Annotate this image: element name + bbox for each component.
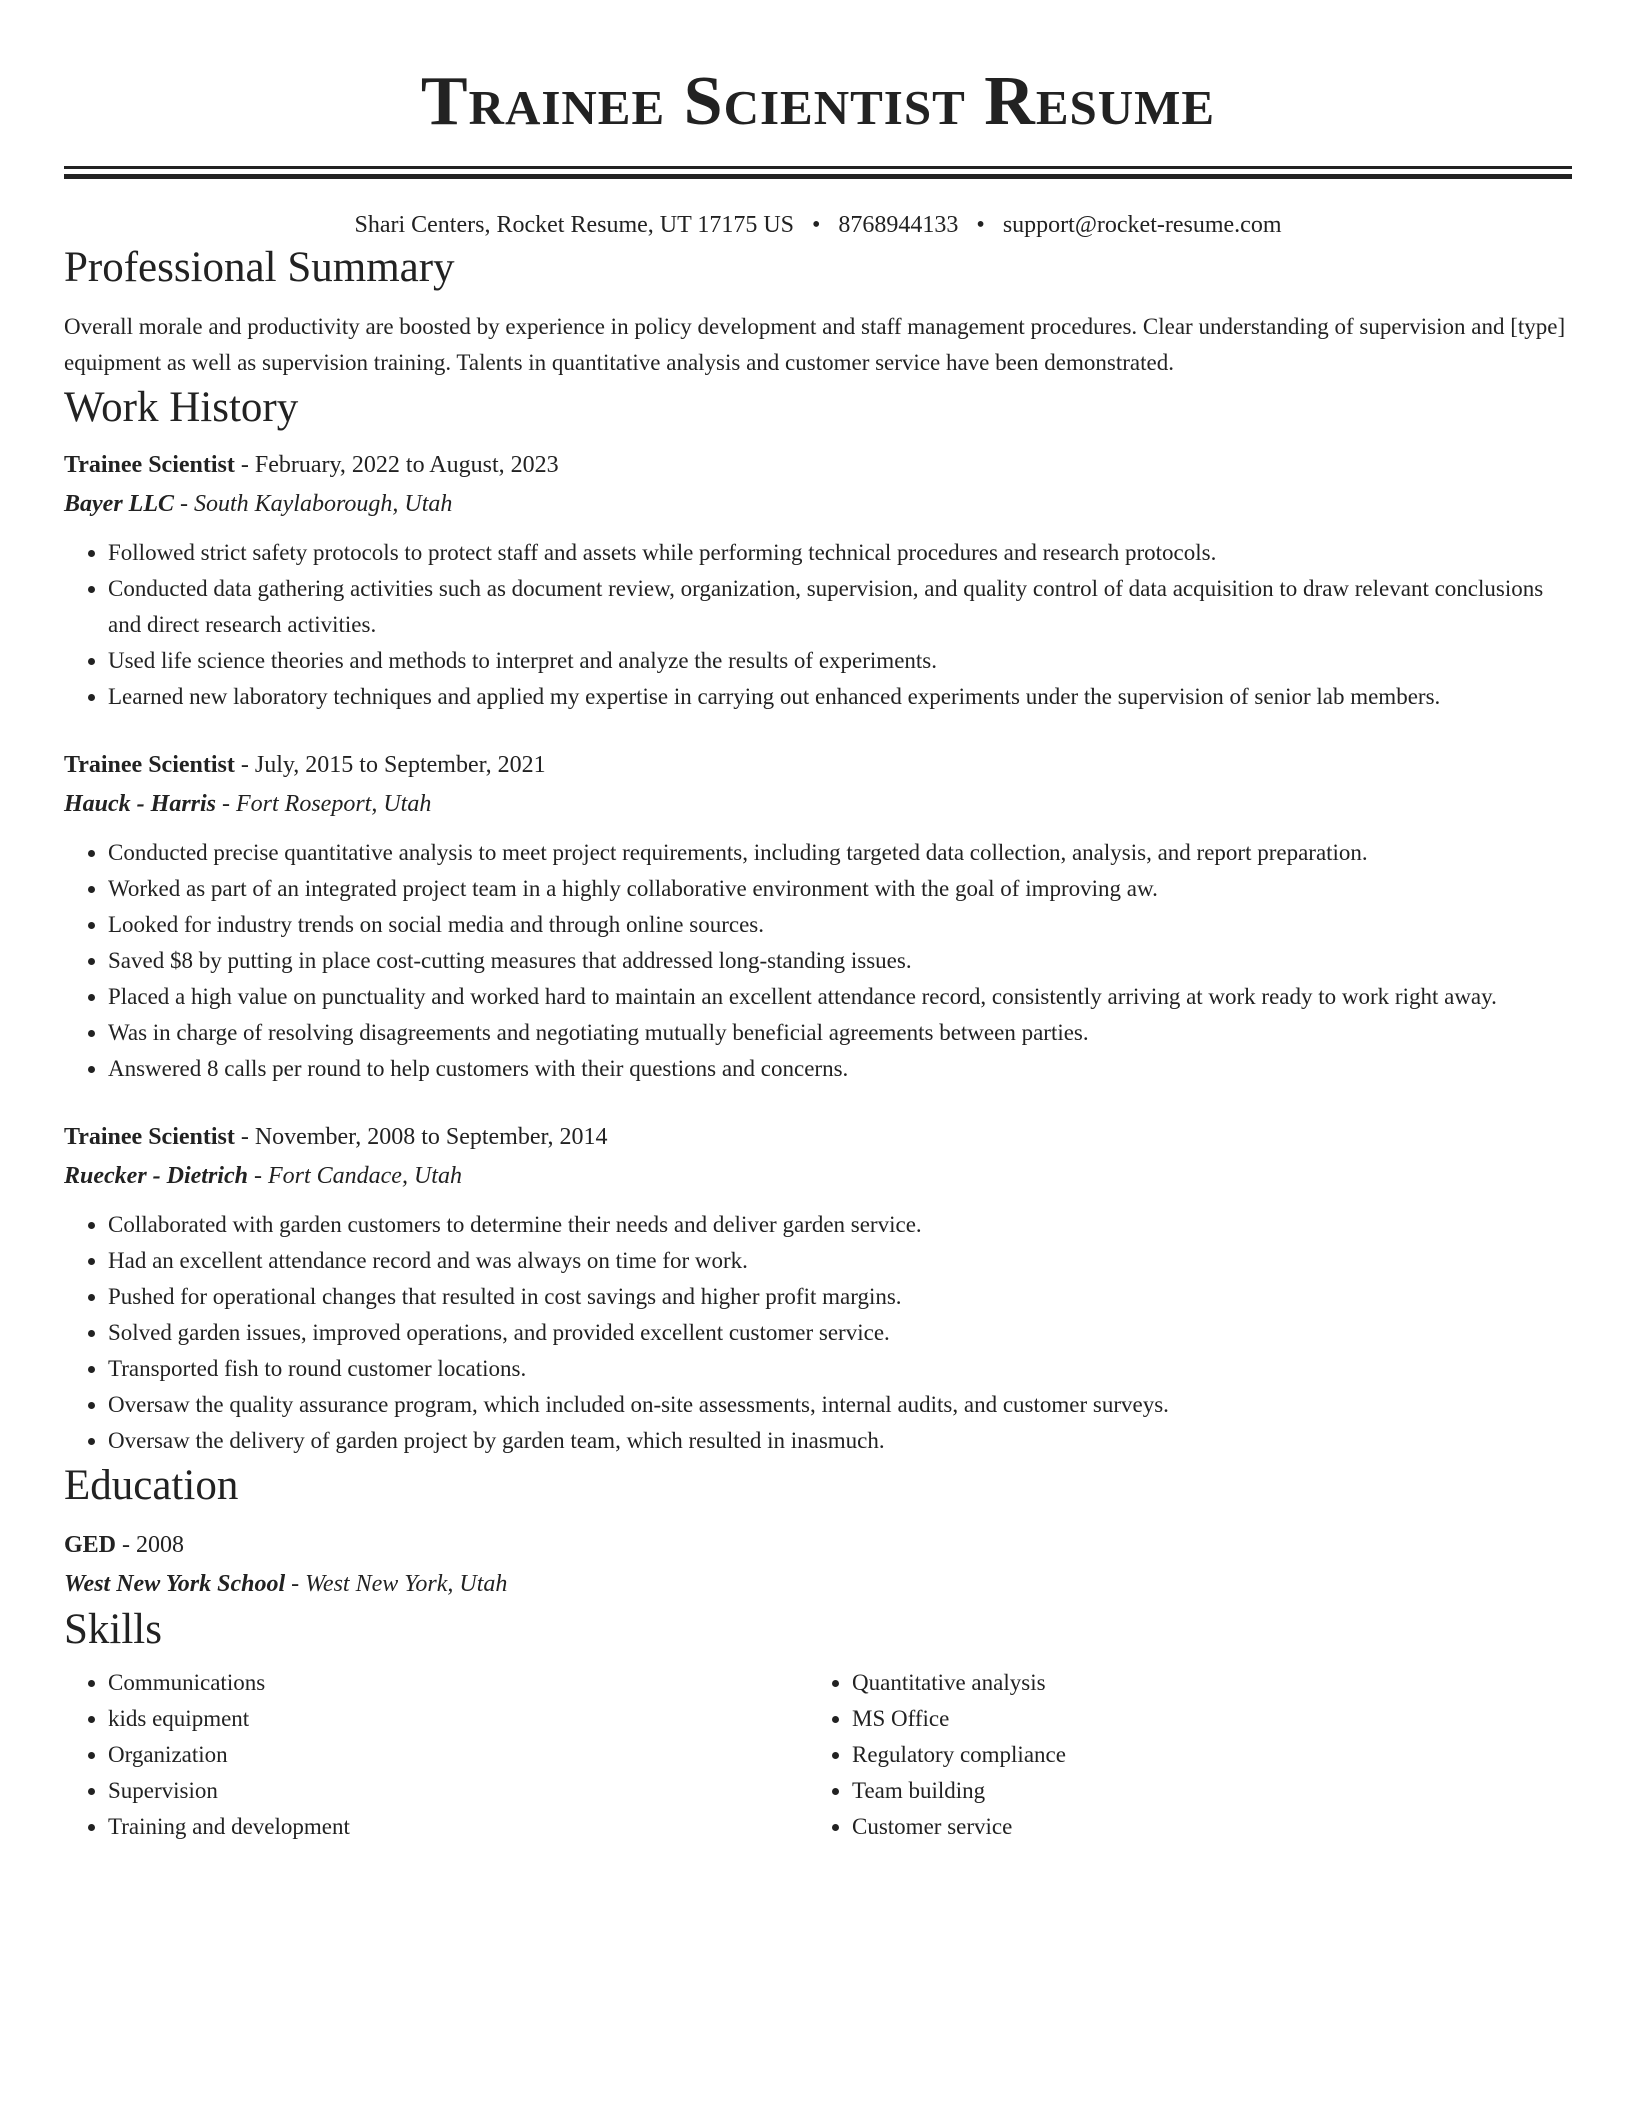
education-heading: Education: [64, 1462, 239, 1509]
job-entry: [64, 745, 1572, 1087]
work-history-heading: Work History: [64, 384, 299, 431]
job-title: Trainee Scientist: [64, 1124, 235, 1150]
contact-address: Shari Centers, Rocket Resume, UT 17175 US: [354, 212, 794, 238]
skill-item: • Quantitative analysis: [852, 1665, 1552, 1701]
skills-heading: Skills: [64, 1606, 162, 1653]
list-item: • Looked for industry trends on social media and through online sources.: [108, 907, 1572, 943]
job-dates: - July, 2015 to September, 2021: [234, 752, 546, 778]
job-company: Bayer LLC: [64, 491, 174, 517]
skills-list-right: [808, 1665, 1552, 1845]
list-item: • Followed strict safety protocols to protect staff and assets while performing technical procedures and research protocols.: [108, 535, 1572, 571]
list-item: • Transported fish to round customer locations.: [108, 1351, 1572, 1387]
contact-phone: 8768944133: [838, 212, 959, 238]
job-title: Trainee Scientist: [64, 452, 235, 478]
job-title: Trainee Scientist: [64, 752, 235, 778]
contact-separator: •: [812, 212, 821, 238]
list-item: • Worked as part of an integrated project team in a highly collaborative environment with the goal of improving aw.: [108, 871, 1572, 907]
title-divider-thick: [64, 174, 1572, 179]
job-company-line: [64, 1157, 1572, 1195]
skill-item: • Regulatory compliance: [852, 1737, 1552, 1773]
degree-year: - 2008: [116, 1532, 185, 1558]
job-company-line: [64, 485, 1572, 523]
page-title: Trainee Scientist Resume: [420, 63, 1216, 140]
job-company-line: [64, 785, 1572, 823]
job-entry: [64, 445, 1572, 715]
job-title-line: [64, 1117, 1572, 1157]
job-entry: [64, 1117, 1572, 1459]
list-item: • Pushed for operational changes that resulted in cost savings and higher profit margins.: [108, 1279, 1572, 1315]
list-item: • Had an excellent attendance record and was always on time for work.: [108, 1243, 1572, 1279]
list-item: • Conducted data gathering activities such as document review, organization, supervision, and quality control of data acquisition to draw relevant conclusions and direct research activities.: [108, 571, 1572, 643]
contact-separator: •: [976, 212, 985, 238]
summary-heading: Professional Summary: [64, 244, 455, 291]
list-item: • Saved $8 by putting in place cost-cutting measures that addressed long-standing issues.: [108, 943, 1572, 979]
resume-page: [64, 0, 1572, 1845]
job-company: Ruecker - Dietrich: [64, 1163, 248, 1189]
job-dates: - November, 2008 to September, 2014: [234, 1124, 608, 1150]
job-title-line: [64, 745, 1572, 785]
list-item: • Oversaw the quality assurance program, which included on-site assessments, internal audits, and customer surveys.: [108, 1387, 1572, 1423]
list-item: • Conducted precise quantitative analysis to meet project requirements, including targeted data collection, analysis, and report preparation.: [108, 835, 1572, 871]
list-item: • Collaborated with garden customers to determine their needs and deliver garden service.: [108, 1207, 1572, 1243]
list-item: • Placed a high value on punctuality and worked hard to maintain an excellent attendance record, consistently arriving at work ready to work right away.: [108, 979, 1572, 1015]
skill-item: • Team building: [852, 1773, 1552, 1809]
skill-item: • Supervision: [108, 1773, 808, 1809]
school-name: West New York School: [64, 1571, 286, 1597]
job-location: - Fort Candace, Utah: [247, 1163, 462, 1189]
skill-item: • Organization: [108, 1737, 808, 1773]
skill-item: • Training and development: [108, 1809, 808, 1845]
job-company: Hauck - Harris: [64, 791, 217, 817]
skill-item: • kids equipment: [108, 1701, 808, 1737]
job-duties-list: [64, 535, 1572, 715]
title-divider-thin: [64, 166, 1572, 169]
degree-line: [64, 1525, 1572, 1565]
skill-item: • Communications: [108, 1665, 808, 1701]
school-line: [64, 1565, 1572, 1603]
contact-line: [64, 209, 1572, 241]
skill-item: • Customer service: [852, 1809, 1552, 1845]
list-item: • Solved garden issues, improved operations, and provided excellent customer service.: [108, 1315, 1572, 1351]
job-duties-list: [64, 835, 1572, 1087]
skill-item: • MS Office: [852, 1701, 1552, 1737]
summary-text: Overall morale and productivity are boosted by experience in policy development and staff management procedures. Clear understanding of supervision and [type] equipment as well as supervision training. Talents in quantitative analysis and customer service have been demonstrated.: [64, 314, 1566, 375]
list-item: • Used life science theories and methods to interpret and analyze the results of experiments.: [108, 643, 1572, 679]
list-item: • Learned new laboratory techniques and applied my expertise in carrying out enhanced experiments under the supervision of senior lab members.: [108, 679, 1572, 715]
job-title-line: [64, 445, 1572, 485]
list-item: • Oversaw the delivery of garden project by garden team, which resulted in inasmuch.: [108, 1423, 1572, 1459]
list-item: • Answered 8 calls per round to help customers with their questions and concerns.: [108, 1051, 1572, 1087]
job-dates: - February, 2022 to August, 2023: [234, 452, 559, 478]
skills-grid: [64, 1665, 1572, 1845]
job-location: - Fort Roseport, Utah: [216, 791, 432, 817]
job-location: - South Kaylaborough, Utah: [173, 491, 453, 517]
job-duties-list: [64, 1207, 1572, 1459]
contact-email: support@rocket-resume.com: [1002, 212, 1282, 238]
education-entry: [64, 1525, 1572, 1603]
skills-list-left: [64, 1665, 808, 1845]
degree: GED: [64, 1532, 117, 1558]
school-location: - West New York, Utah: [285, 1571, 508, 1597]
list-item: • Was in charge of resolving disagreements and negotiating mutually beneficial agreements between parties.: [108, 1015, 1572, 1051]
